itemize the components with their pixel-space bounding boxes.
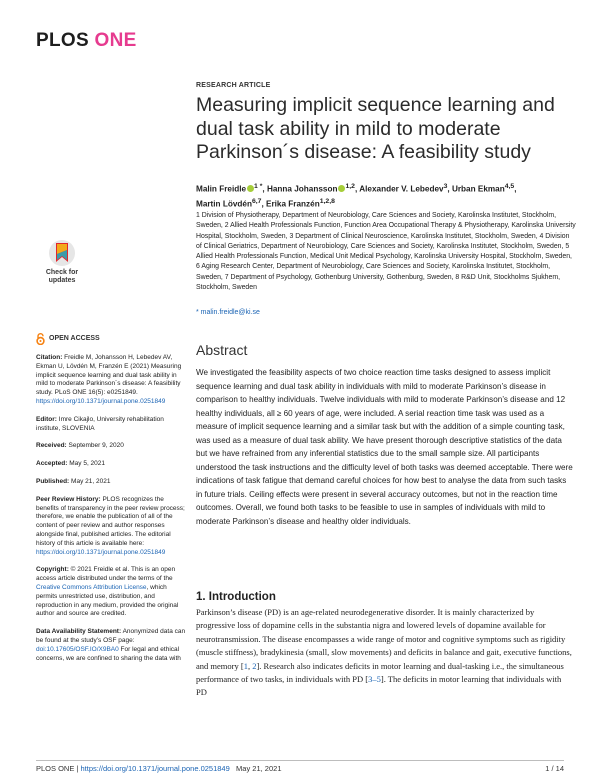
logo-one: ONE <box>94 30 137 51</box>
ref-link-2[interactable]: 2 <box>252 660 257 671</box>
article-info-sidebar <box>36 333 186 672</box>
check-for-updates-label: Check for updates <box>45 269 79 284</box>
accepted-block <box>36 460 186 469</box>
published-date: May 21, 2021 <box>69 477 111 485</box>
published-label: Published: <box>36 477 70 485</box>
logo-plos: PLOS <box>36 30 89 51</box>
page-footer <box>36 764 564 773</box>
footer-sep: | <box>74 764 81 773</box>
author-line-1: Malin Freidle $^{1 *}$, Hanna Johansson $^{1,2}$, Alexander V. Lebedev$^3$, Urban Ekman$^{4,5}$, <box>196 183 517 194</box>
footer-doi-link[interactable]: https://doi.org/10.1371/journal.pone.0251849 <box>80 764 230 773</box>
intro-text-2: ]. Research also indicates deficits in motor learning and dual-tasking i.e., the simultaneous performance of two tasks, in individuals with PD [ <box>196 660 564 685</box>
abstract-text: We investigated the feasibility aspects of two choice reaction time tasks designed to assess implicit sequence learning and dual task ability in individuals with mild to moderate Parkinson’s disease in comparison to healthy individuals. Twelve individuals with mild to moderate Parkinson’s disease and 12 healthy individuals, all ≥ 60 years of age, were included. A serial reaction time task was used as a measure of implicit sequence learning and a similar task but with the addition of a simple counting task, was used as a measure of dual task ability. We have present thorough descriptive statistics of the data but we have refrained from any inferential statistics due to the small sample size. All participants understood the task instructions and the difficulty level of both tasks was deemed acceptable. There were indications of task fatigue that demand careful choices for how best to analyse the data from such tasks in future trials. Ceiling effects were present in several accuracy outcomes, but not in the reaction time outcomes. Overall, we found both tasks to be feasible to use in samples of individuals with mild to moderate Parkinson’s disease and healthy older individuals. <box>196 368 573 527</box>
citation-doi-link[interactable]: https://doi.org/10.1371/journal.pone.0251849 <box>36 397 166 405</box>
data-availability-label: Data Availability Statement: <box>36 628 122 636</box>
peer-review-block <box>36 496 186 558</box>
editor-text: Imre Cikajlo, University rehabilitation institute, SLOVENIA <box>36 415 164 432</box>
author-franzen[interactable]: , Erika Franzén <box>261 199 320 209</box>
check-for-updates-badge[interactable] <box>36 238 88 290</box>
data-availability-text-2: For legal and ethical concerns, we are confined to sharing the data with <box>36 645 181 662</box>
copyright-text-2: , which permits unrestricted use, distribution, and reproduction in any medium, provided the original author and source are credited. <box>36 583 179 618</box>
editor-block <box>36 416 186 434</box>
citation-label: Citation: <box>36 354 63 361</box>
intro-text-1: Parkinson’s disease (PD) is an age-related neurodegenerative disorder. It is mainly characterized by progressive loss of dopamine cells in the substantia nigra and lowered levels of dopamine available for neurotransmission. The disease encompasses a wide range of motor and cognitive symptoms such as rigidity (muscle stiffness), bradykinesia (small, slow movements) and deficits in balance and gait, executive functions, and memory [ <box>196 607 572 671</box>
ref-link-1[interactable]: 1 <box>243 660 248 671</box>
peer-review-link[interactable]: https://doi.org/10.1371/journal.pone.0251849 <box>36 548 166 556</box>
open-access-lock-icon <box>36 333 45 345</box>
author-lovden-affil: 6,7 <box>251 198 262 206</box>
peer-review-label: Peer Review History: <box>36 495 101 503</box>
citation-text: Freidle M, Johansson H, Lebedev AV, Ekman U, Lövdén M, Franzén E (2021) Measuring implicit sequence learning and dual task ability in mild to moderate Parkinson´s disease: A feasibility study. PLoS ONE 16(5): e0251849. <box>36 354 182 397</box>
intro-ref-sep: , <box>247 660 253 671</box>
corresponding-email[interactable]: * malin.freidle@ki.se <box>196 309 260 316</box>
copyright-label: Copyright: <box>36 566 69 574</box>
author-list <box>196 181 576 211</box>
intro-text-3: ]. The deficits in motor learning that individuals with PD <box>196 674 562 698</box>
received-date: September 9, 2020 <box>66 442 124 450</box>
author-line-2 <box>196 196 576 211</box>
bookmark-ribbon-icon <box>36 238 88 268</box>
received-block <box>36 442 186 451</box>
copyright-block <box>36 566 186 619</box>
author-johansson[interactable]: , Hanna Johansson <box>262 184 338 194</box>
author-freidle[interactable]: Malin Freidle <box>196 184 247 194</box>
footer-left <box>36 764 282 773</box>
author-franzen-affil: 1,2,8 <box>319 198 335 206</box>
data-availability-block <box>36 628 186 663</box>
osf-doi-link[interactable]: doi:10.17605/OSF.IO/X9BA0 <box>36 645 119 653</box>
plos-one-logo[interactable] <box>36 30 137 52</box>
ref-link-3-5[interactable]: 3–5 <box>368 674 381 685</box>
peer-review-text: PLOS recognizes the benefits of transparency in the peer review process; therefore, we enable the publication of all of the content of peer review and author responses alongside final, published articles. The editorial history of this article is available here: <box>36 495 185 547</box>
affiliations: 1 Division of Physiotherapy, Department of Neurobiology, Care Sciences and Society, Karolinska Institutet, Stockholm, Sweden, 2 Allied Health Professionals Function, Function Area Occupational Therapy & Physiotherapy, Karolinska University Hospital, Stockholm, Sweden, 3 Department of Clinical Neuroscience, Karolinska Institutet, Stockholm, Sweden, 4 Division of Clinical Geriatrics, Department of Neurobiology, Care Sciences and Society, Karolinska Institutet, Stockholm, Sweden, 5 Allied Health Professionals Function, Medical Unit Medical Psychology, Karolinska University Hospital, Stockholm, Sweden, 6 Aging Research Center, Department of Neurobiology, Care Sciences and Society, Karolinska Institutet, Stockholm, Sweden, 7 Department of Psychology, Gothenburg University, Gothenburg, Sweden, 8 R&D Unit, Stockholms Sjukhem, Stockholm, Sweden <box>196 212 576 292</box>
article-title: Measuring implicit sequence learning and dual task ability in mild to moderate Parkinson´s disease: A feasibility study <box>196 94 555 163</box>
author-johansson-affil: 1,2 <box>345 183 355 190</box>
author-ekman-affil: 4,5 <box>504 183 515 190</box>
open-access-badge <box>36 333 186 345</box>
copyright-text-1: © 2021 Freidle et al. This is an open access article distributed under the terms of the <box>36 566 176 583</box>
introduction-text <box>196 606 574 700</box>
footer-page-number: 1 / 14 <box>545 764 564 773</box>
orcid-icon[interactable] <box>247 185 254 192</box>
cc-license-link[interactable]: Creative Commons Attribution License <box>36 583 147 591</box>
footer-date: May 21, 2021 <box>236 764 282 773</box>
article-category: RESEARCH ARTICLE <box>196 82 271 89</box>
author-ekman[interactable]: , Urban Ekman <box>447 184 505 194</box>
author-lebedev-affil: 3 <box>443 183 448 190</box>
accepted-label: Accepted: <box>36 460 68 468</box>
abstract-heading: Abstract <box>196 342 248 358</box>
citation-block <box>36 354 186 407</box>
received-label: Received: <box>36 442 67 450</box>
author-freidle-affil: 1 * <box>254 183 263 190</box>
author-lebedev[interactable]: , Alexander V. Lebedev <box>354 184 444 194</box>
data-availability-text-1: Anonymized data can be found at the study’s OSF page: <box>36 628 186 644</box>
accepted-date: May 5, 2021 <box>67 460 106 468</box>
footer-journal: PLOS ONE <box>36 764 75 773</box>
author-lovden[interactable]: Martin Lövdén <box>196 199 252 209</box>
editor-label: Editor: <box>36 415 57 423</box>
published-block <box>36 478 186 487</box>
footer-divider <box>36 760 564 761</box>
open-access-label: OPEN ACCESS <box>49 334 100 342</box>
introduction-heading: 1. Introduction <box>196 591 276 603</box>
